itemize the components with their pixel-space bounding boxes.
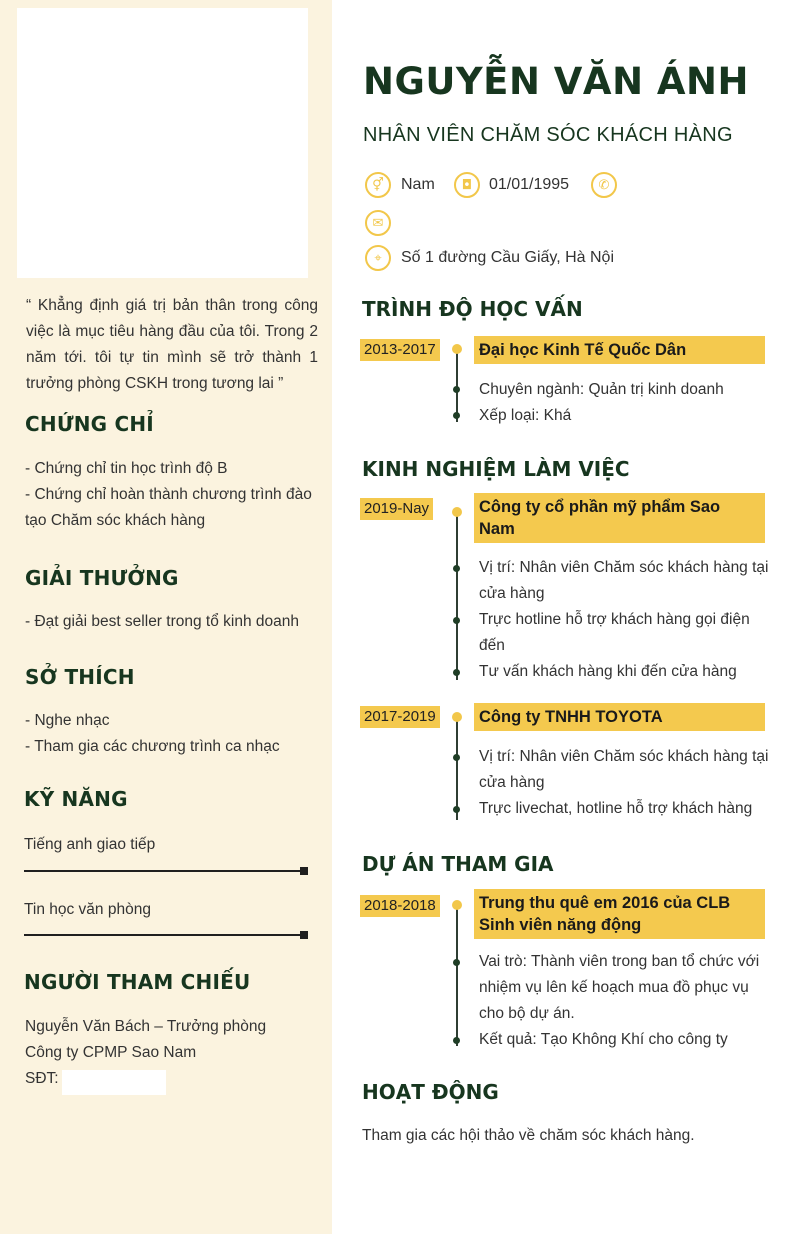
candidate-name: NGUYỄN VĂN ÁNH <box>363 60 749 103</box>
gender-value: Nam <box>401 176 435 193</box>
experience-company: Công ty cổ phần mỹ phẩm Sao Nam <box>474 493 765 543</box>
education-school: Đại học Kinh Tế Quốc Dân <box>474 336 765 364</box>
project-date: 2018-2018 <box>360 895 440 917</box>
activity-text: Tham gia các hội thảo về chăm sóc khách hàng. <box>362 1127 695 1144</box>
skill-bar-fill <box>24 934 304 936</box>
sidebar <box>0 0 332 1234</box>
career-quote: “ Khẳng định giá trị bản thân trong công việc là mục tiêu hàng đầu của tôi. Trong 2 năm tới. tôi tự tin mình sẽ trở thành 1 trưởng phòng CSKH trong tương lai ” <box>26 297 318 392</box>
project-name: Trung thu quê em 2016 của CLB Sinh viên năng động <box>474 889 765 939</box>
experience-company: Công ty TNHH TOYOTA <box>474 703 765 731</box>
reference-phone-redacted <box>62 1070 166 1095</box>
projects-heading: DỰ ÁN THAM GIA <box>362 852 554 876</box>
hobbies-heading: SỞ THÍCH <box>25 665 135 689</box>
project-detail: Kết quả: Tạo Không Khí cho công ty <box>479 1031 728 1048</box>
skill-bar <box>24 870 304 872</box>
project-detail: Vai trò: Thành viên trong ban tổ chức với nhiệm vụ lên kế hoạch mua đồ phục vụ cho bộ dự án. <box>479 953 760 1022</box>
dob-value: 01/01/1995 <box>489 176 570 193</box>
email-icon: ✉ <box>365 210 391 236</box>
timeline-line <box>456 510 458 680</box>
experience-detail: Vị trí: Nhân viên Chăm sóc khách hàng tại cửa hàng <box>479 559 769 602</box>
certificate-item: - Chứng chỉ tin học trình độ B <box>25 460 228 477</box>
bullet-dot <box>453 386 460 393</box>
skill-label: Tiếng anh giao tiếp <box>24 836 156 853</box>
experience-detail: Trực livechat, hotline hỗ trợ khách hàng <box>479 800 753 817</box>
gender-icon: ⚥ <box>365 172 391 198</box>
experience-heading: KINH NGHIỆM LÀM VIỆC <box>362 457 630 481</box>
bullet-dot <box>453 1037 460 1044</box>
awards-heading: GIẢI THƯỞNG <box>25 566 179 590</box>
education-heading: TRÌNH ĐỘ HỌC VẤN <box>362 297 583 321</box>
phone-icon: ✆ <box>591 172 617 198</box>
reference-line: Nguyễn Văn Bách – Trưởng phòng <box>25 1018 267 1035</box>
education-detail: Chuyên ngành: Quản trị kinh doanh <box>479 381 724 398</box>
skill-bar-knob <box>300 867 308 875</box>
reference-line: Công ty CPMP Sao Nam <box>25 1044 197 1061</box>
hobby-item: - Tham gia các chương trình ca nhạc <box>25 738 280 755</box>
bullet-dot <box>453 412 460 419</box>
experience-detail: Trực hotline hỗ trợ khách hàng gọi điện đến <box>479 611 750 654</box>
skills-heading: KỸ NĂNG <box>24 787 128 811</box>
skill-label: Tin học văn phòng <box>24 901 151 918</box>
candidate-title: NHÂN VIÊN CHĂM SÓC KHÁCH HÀNG <box>363 124 733 146</box>
profile-photo <box>17 8 308 278</box>
certificates-heading: CHỨNG CHỈ <box>25 412 154 436</box>
timeline-dot <box>452 712 462 722</box>
references-heading: NGƯỜI THAM CHIẾU <box>24 970 251 994</box>
education-detail: Xếp loại: Khá <box>479 407 572 424</box>
bullet-dot <box>453 806 460 813</box>
reference-phone-label: SĐT: <box>25 1070 59 1087</box>
bullet-dot <box>453 617 460 624</box>
skill-bar-knob <box>300 931 308 939</box>
hobby-item: - Nghe nhạc <box>25 712 110 729</box>
experience-detail: Vị trí: Nhân viên Chăm sóc khách hàng tại cửa hàng <box>479 748 769 791</box>
certificate-item: - Chứng chỉ hoàn thành chương trình đào tạo Chăm sóc khách hàng <box>25 486 312 529</box>
bullet-dot <box>453 959 460 966</box>
timeline-line <box>456 718 458 820</box>
experience-date: 2019-Nay <box>360 498 433 520</box>
timeline-dot <box>452 900 462 910</box>
activities-heading: HOẠT ĐỘNG <box>362 1080 499 1104</box>
timeline-dot <box>452 507 462 517</box>
timeline-dot <box>452 344 462 354</box>
skill-bar-fill <box>24 870 304 872</box>
education-date: 2013-2017 <box>360 339 440 361</box>
experience-date: 2017-2019 <box>360 706 440 728</box>
award-item: - Đạt giải best seller trong tổ kinh doanh <box>25 613 299 630</box>
address-value: Số 1 đường Cầu Giấy, Hà Nội <box>401 249 615 266</box>
experience-detail: Tư vấn khách hàng khi đến cửa hàng <box>479 663 737 680</box>
bullet-dot <box>453 754 460 761</box>
bullet-dot <box>453 669 460 676</box>
birthday-cake-icon: ◘ <box>454 172 480 198</box>
timeline-line <box>456 906 458 1046</box>
location-icon: ⌖ <box>365 245 391 271</box>
bullet-dot <box>453 565 460 572</box>
skill-bar <box>24 934 304 936</box>
